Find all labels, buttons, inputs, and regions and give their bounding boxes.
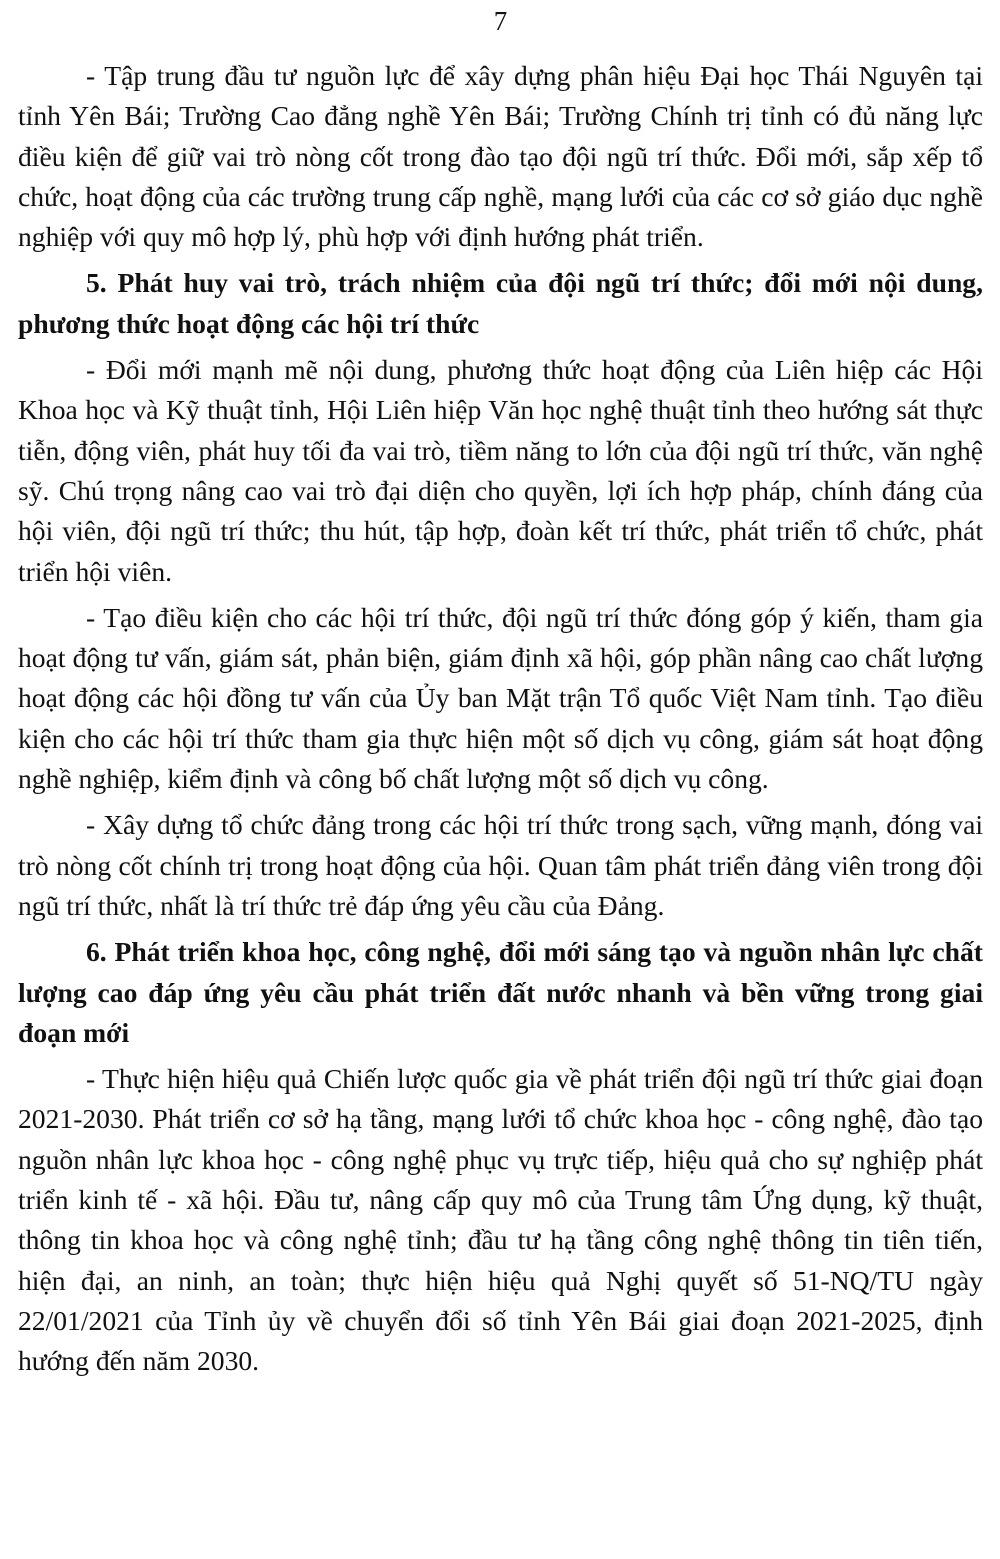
paragraph-associations-renewal: - Đổi mới mạnh mẽ nội dung, phương thức hoạt động của Liên hiệp các Hội Khoa học và Kỹ thuật tỉnh, Hội Liên hiệp Văn học nghệ thuật tỉnh theo hướng sát thực tiễn, động viên, phát huy tối đa vai trò, tiềm năng to lớn của đội ngũ trí thức, văn nghệ sỹ. Chú trọng nâng cao vai trò đại diện cho quyền, lợi ích hợp pháp, chính đáng của hội viên, đội ngũ trí thức; thu hút, tập hợp, đoàn kết trí thức, phát triển tổ chức, phát triển hội viên. xyxy=(18,354,983,587)
paragraph-national-strategy: - Thực hiện hiệu quả Chiến lược quốc gia về phát triển đội ngũ trí thức giai đoạn 2021-2030. Phát triển cơ sở hạ tầng, mạng lưới tổ chức khoa học - công nghệ, đào tạo nguồn nhân lực khoa học - công nghệ phục vụ trực tiếp, hiệu quả cho sự nghiệp phát triển kinh tế - xã hội. Đầu tư, nâng cấp quy mô của Trung tâm Ứng dụng, kỹ thuật, thông tin khoa học và công nghệ tỉnh; đầu tư hạ tầng công nghệ thông tin tiên tiến, hiện đại, an ninh, an toàn; thực hiện hiệu quả Nghị quyết số 51-NQ/TU ngày 22/01/2021 của Tỉnh ủy về chuyển đổi số tỉnh Yên Bái giai đoạn 2021-2025, định hướng đến năm 2030. xyxy=(18,1063,983,1377)
paragraph-associations-conditions: - Tạo điều kiện cho các hội trí thức, đội ngũ trí thức đóng góp ý kiến, tham gia hoạt động tư vấn, giám sát, phản biện, giám định xã hội, góp phần nâng cao chất lượng hoạt động các hội đồng tư vấn của Ủy ban Mặt trận Tổ quốc Việt Nam tỉnh. Tạo điều kiện cho các hội trí thức tham gia thực hiện một số dịch vụ công, giám sát hoạt động nghề nghiệp, kiểm định và công bố chất lượng một số dịch vụ công. xyxy=(18,601,983,795)
paragraph-party-organization: - Xây dựng tổ chức đảng trong các hội trí thức trong sạch, vững mạnh, đóng vai trò nòng cốt chính trị trong hoạt động của hội. Quan tâm phát triển đảng viên trong đội ngũ trí thức, nhất là trí thức trẻ đáp ứng yêu cầu của Đảng. xyxy=(18,809,983,921)
section-heading-5: 5. Phát huy vai trò, trách nhiệm của đội ngũ trí thức; đổi mới nội dung, phương thức hoạt động các hội trí thức xyxy=(18,267,983,339)
paragraph-training-institutions: - Tập trung đầu tư nguồn lực để xây dựng phân hiệu Đại học Thái Nguyên tại tỉnh Yên Bái; Trường Cao đẳng nghề Yên Bái; Trường Chính trị tỉnh có đủ năng lực điều kiện để giữ vai trò nòng cốt trong đào tạo đội ngũ trí thức. Đổi mới, sắp xếp tổ chức, hoạt động của các trường trung cấp nghề, mạng lưới của các cơ sở giáo dục nghề nghiệp với quy mô hợp lý, phù hợp với định hướng phát triển. xyxy=(18,60,983,253)
page-number: 7 xyxy=(493,6,508,36)
section-heading-6: 6. Phát triển khoa học, công nghệ, đổi mới sáng tạo và nguồn nhân lực chất lượng cao đáp ứng yêu cầu phát triển đất nước nhanh và bền vững trong giai đoạn mới xyxy=(18,936,983,1048)
